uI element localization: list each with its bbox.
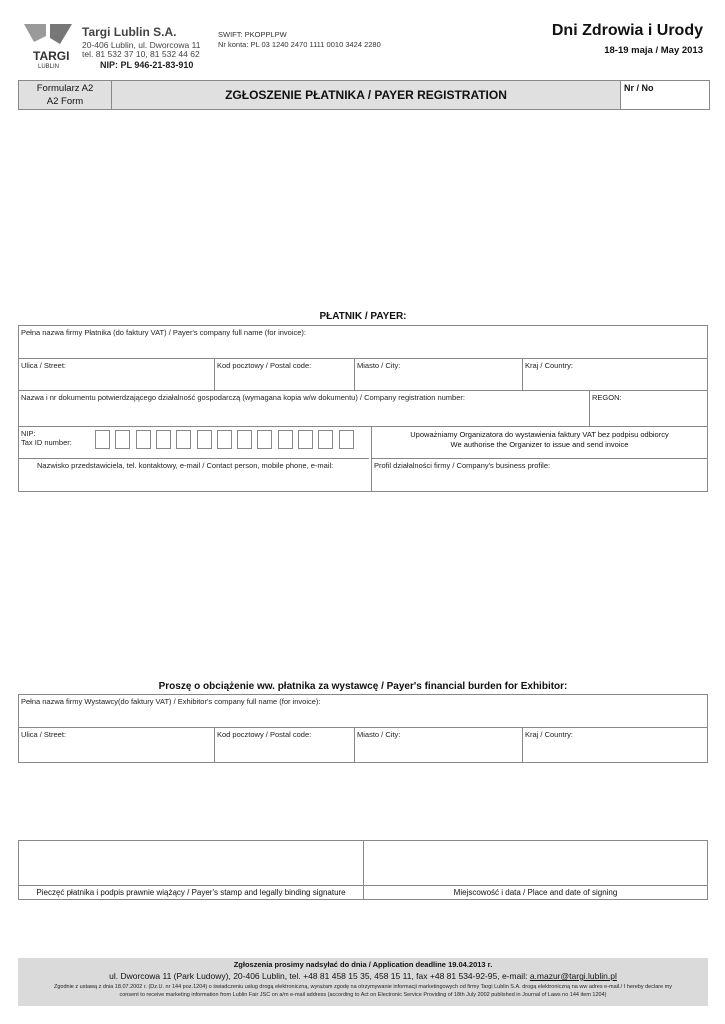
logo-text-bottom: LUBLIN <box>38 64 60 70</box>
payer-regon-field[interactable] <box>590 391 707 426</box>
exhibitor-country-field[interactable] <box>523 728 707 762</box>
footer-deadline: Zgłoszenia prosimy nadsyłać do dnia / Application deadline 19.04.2013 r. <box>233 960 493 969</box>
exhibitor-postal-label: Kod pocztowy / Postal code: <box>217 730 312 739</box>
footer-consent-pl: Zgodnie z ustawą z dnia 18.07.2002 r. (Dz.U. nr 144 poz.1204) o świadczeniu usług drogą elektroniczną, wyrażam zgodę na otrzymywanie informacji marketingowych od firmy Targi Lublin S.A. drogą elektroniczną na ww adres e-mail./ I hereby declare my <box>53 984 673 990</box>
footer <box>18 958 708 1006</box>
exhibitor-street-field[interactable] <box>19 728 214 762</box>
company-nip: NIP: PL 946-21-83-910 <box>100 60 194 70</box>
logo-text-top: TARGI <box>33 49 70 63</box>
form-number-field[interactable] <box>621 81 709 109</box>
payer-nip-label: NIP: <box>21 429 36 438</box>
burden-section-title: Proszę o obciążenie ww. płatnika za wystawcę / Payer's financial burden for Exhibitor: <box>158 681 568 692</box>
payer-section-title: PŁATNIK / PAYER: <box>319 311 407 322</box>
company-phones: tel. 81 532 37 10, 81 532 44 62 <box>82 49 200 59</box>
payer-regon-label: REGON: <box>592 393 622 402</box>
payer-full-name-field[interactable] <box>19 326 707 358</box>
payer-postal-field[interactable] <box>215 359 354 390</box>
bank-swift: SWIFT: PKOPPLPW <box>218 30 287 39</box>
footer-consent-en: consent to receive marketing information from Lublin Fair JSC on a/m e-mail address (according to Act on Electronic Service Providing of 18th July 2002 published in Journal of Laws no 144 item 1204) <box>119 992 607 998</box>
exhibitor-city-field[interactable] <box>355 728 522 762</box>
exhibitor-street-label: Ulica / Street: <box>21 730 67 739</box>
company-name: Targi Lublin S.A. <box>82 25 177 39</box>
event-title: Dni Zdrowia i Urody <box>551 22 703 39</box>
footer-contact <box>18 971 708 981</box>
place-date-label: Miejscowość i data / Place and date of signing <box>453 888 618 897</box>
payer-country-field[interactable] <box>523 359 707 390</box>
nip-digit-box[interactable] <box>197 430 212 449</box>
form-number-label: Nr / No <box>624 83 654 93</box>
nip-digit-box[interactable] <box>257 430 272 449</box>
payer-profile-label: Profil działalności firmy / Company's business profile: <box>374 461 551 470</box>
payer-country-label: Kraj / Country: <box>525 361 573 370</box>
payer-full-name-label: Pełna nazwa firmy Płatnika (do faktury VAT) / Payer's company full name (for invoice): <box>21 328 307 337</box>
payer-tax-id-label: Tax ID number: <box>21 438 72 447</box>
payer-street-field[interactable] <box>19 359 214 390</box>
stamp-signature-label: Pieczęć płatnika i podpis prawnie wiążący / Payer's stamp and legally binding signature <box>36 888 346 897</box>
payer-contact-label: Nazwisko przedstawiciela, tel. kontaktowy, e-mail / Contact person, mobile phone, e-mail: <box>37 461 334 470</box>
footer-contact-text: ul. Dworcowa 11 (Park Ludowy), 20-406 Lublin, tel. +48 81 458 15 35, 458 15 11, fax +48 81 534-92-95, e-mail: <box>109 971 530 981</box>
form-title: ZGŁOSZENIE PŁATNIKA / PAYER REGISTRATION <box>112 81 621 109</box>
nip-digit-box[interactable] <box>156 430 171 449</box>
payer-stamp-signature-field[interactable] <box>19 841 363 885</box>
exhibitor-full-name-field[interactable] <box>19 695 707 727</box>
authorise-en: We authorise the Organizer to issue and send invoice <box>450 440 629 449</box>
nip-digit-box[interactable] <box>95 430 110 449</box>
payer-profile-field[interactable] <box>372 459 707 492</box>
exhibitor-full-name-label: Pełna nazwa firmy Wystawcy(do faktury VAT) / Exhibitor's company full name (for invoice): <box>21 697 321 706</box>
payer-authorisation <box>372 430 707 450</box>
nip-digit-box[interactable] <box>237 430 252 449</box>
authorise-pl: Upoważniamy Organizatora do wystawienia faktury VAT bez podpisu odbiorcy <box>410 430 669 439</box>
payer-registration-doc-label: Nazwa i nr dokumentu potwierdzającego działalność gospodarczą (wymagana kopia w/w dokumentu) / Company registration number: <box>21 393 465 402</box>
form-id-pl: Formularz A2 <box>36 83 94 94</box>
targi-lublin-logo-icon <box>20 22 78 70</box>
footer-consent <box>18 983 708 999</box>
bank-account: Nr konta: PL 03 1240 2470 1111 0010 3424 2280 <box>218 40 381 49</box>
footer-email-link[interactable]: a.mazur@targi.lublin.pl <box>529 971 617 981</box>
exhibitor-country-label: Kraj / Country: <box>525 730 573 739</box>
form-header <box>18 80 710 110</box>
nip-digit-box[interactable] <box>217 430 232 449</box>
payer-street-label: Ulica / Street: <box>21 361 67 370</box>
exhibitor-city-label: Miasto / City: <box>357 730 401 739</box>
nip-digit-box[interactable] <box>176 430 191 449</box>
form-id-en: A2 Form <box>46 96 84 107</box>
nip-digit-box[interactable] <box>115 430 130 449</box>
exhibitor-postal-field[interactable] <box>215 728 354 762</box>
payer-contact-field[interactable] <box>19 459 371 492</box>
nip-digit-box[interactable] <box>278 430 293 449</box>
payer-postal-label: Kod pocztowy / Postal code: <box>217 361 312 370</box>
event-dates: 18-19 maja / May 2013 <box>604 45 703 56</box>
nip-digit-box[interactable] <box>318 430 333 449</box>
nip-digit-box[interactable] <box>136 430 151 449</box>
payer-table <box>18 325 708 492</box>
payer-city-label: Miasto / City: <box>357 361 401 370</box>
nip-digit-box[interactable] <box>339 430 354 449</box>
exhibitor-table <box>18 694 708 763</box>
company-address: 20-406 Lublin, ul. Dworcowa 11 <box>82 40 201 50</box>
nip-digit-box[interactable] <box>298 430 313 449</box>
payer-nip-field <box>19 427 371 458</box>
signature-table <box>18 840 708 900</box>
form-id-cell <box>19 81 112 109</box>
place-date-field[interactable] <box>364 841 707 885</box>
payer-registration-doc-field[interactable] <box>19 391 589 426</box>
payer-city-field[interactable] <box>355 359 522 390</box>
